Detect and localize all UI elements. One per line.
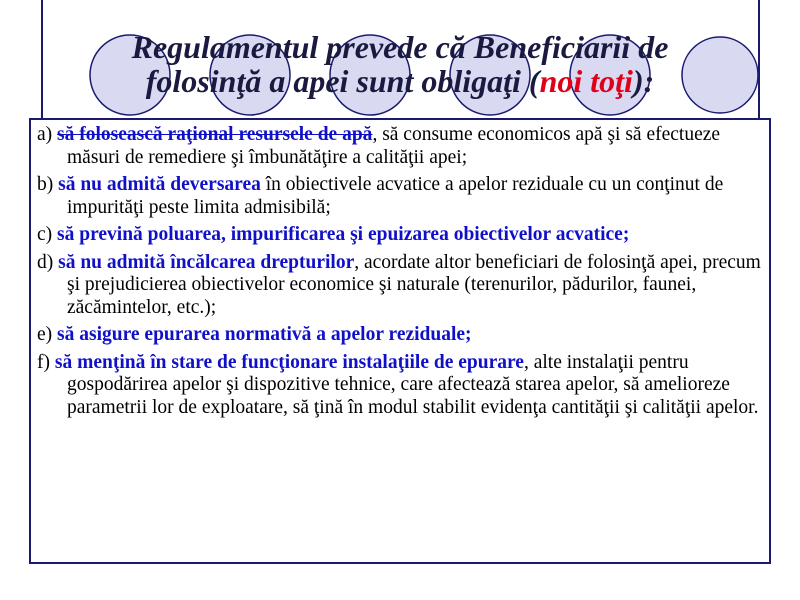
item-letter: c) xyxy=(37,224,53,245)
list-item-d xyxy=(37,252,765,320)
list-item-f xyxy=(37,352,765,420)
item-highlight: să asigure epurarea normativă a apelor reziduale; xyxy=(57,324,472,345)
title-line-2: folosinţă a apei sunt obligaţi ( xyxy=(145,63,540,99)
list-item-a xyxy=(37,124,765,169)
item-text: , acordate altor beneficiari de folosinţă apei, precum şi prejudicierea obiectivelor economice şi naturale (terenurilor, pădurilor, faunei, zăcămintelor, etc.); xyxy=(67,251,761,318)
title-highlight: noi toţi xyxy=(539,63,633,99)
slide-title xyxy=(60,30,740,98)
list-item-b xyxy=(37,174,765,219)
item-highlight: să nu admită deversarea xyxy=(58,174,261,195)
item-text: , alte instalaţii pentru gospodărirea apelor şi dispozitive tehnice, care afectează starea apelor, să amelioreze parametrii lor de exploatare, să ţină în modul stabilit evidenţa cantităţii şi calităţii apelor. xyxy=(67,351,759,418)
item-letter: b) xyxy=(37,174,54,195)
item-highlight: să nu admită încălcarea drepturilor xyxy=(58,251,355,273)
item-highlight: să prevină poluarea, impurificarea şi epuizarea obiectivelor acvatice; xyxy=(57,224,630,245)
title-line-2-end: ): xyxy=(632,63,655,99)
item-highlight: să menţină în stare de funcţionare instalaţiile de epurare xyxy=(54,351,524,373)
item-letter: f) xyxy=(37,351,50,373)
item-text: în obiectivele acvatice a apelor reziduale cu un conţinut de impurităţi peste limita admisibilă; xyxy=(67,174,724,218)
item-letter: a) xyxy=(37,124,53,145)
obligations-list xyxy=(29,118,771,564)
item-highlight: să folosească raţional resursele de apă xyxy=(57,124,373,145)
list-item-e xyxy=(37,324,765,347)
list-item-c xyxy=(37,224,765,247)
title-line-1: Regulamentul prevede că Beneficiarii de xyxy=(131,29,669,65)
item-letter: e) xyxy=(37,324,53,345)
item-letter: d) xyxy=(37,251,54,273)
item-text: , să consume economicos apă şi să efectueze măsuri de remediere şi îmbunătăţire a calităţii apei; xyxy=(67,124,721,168)
